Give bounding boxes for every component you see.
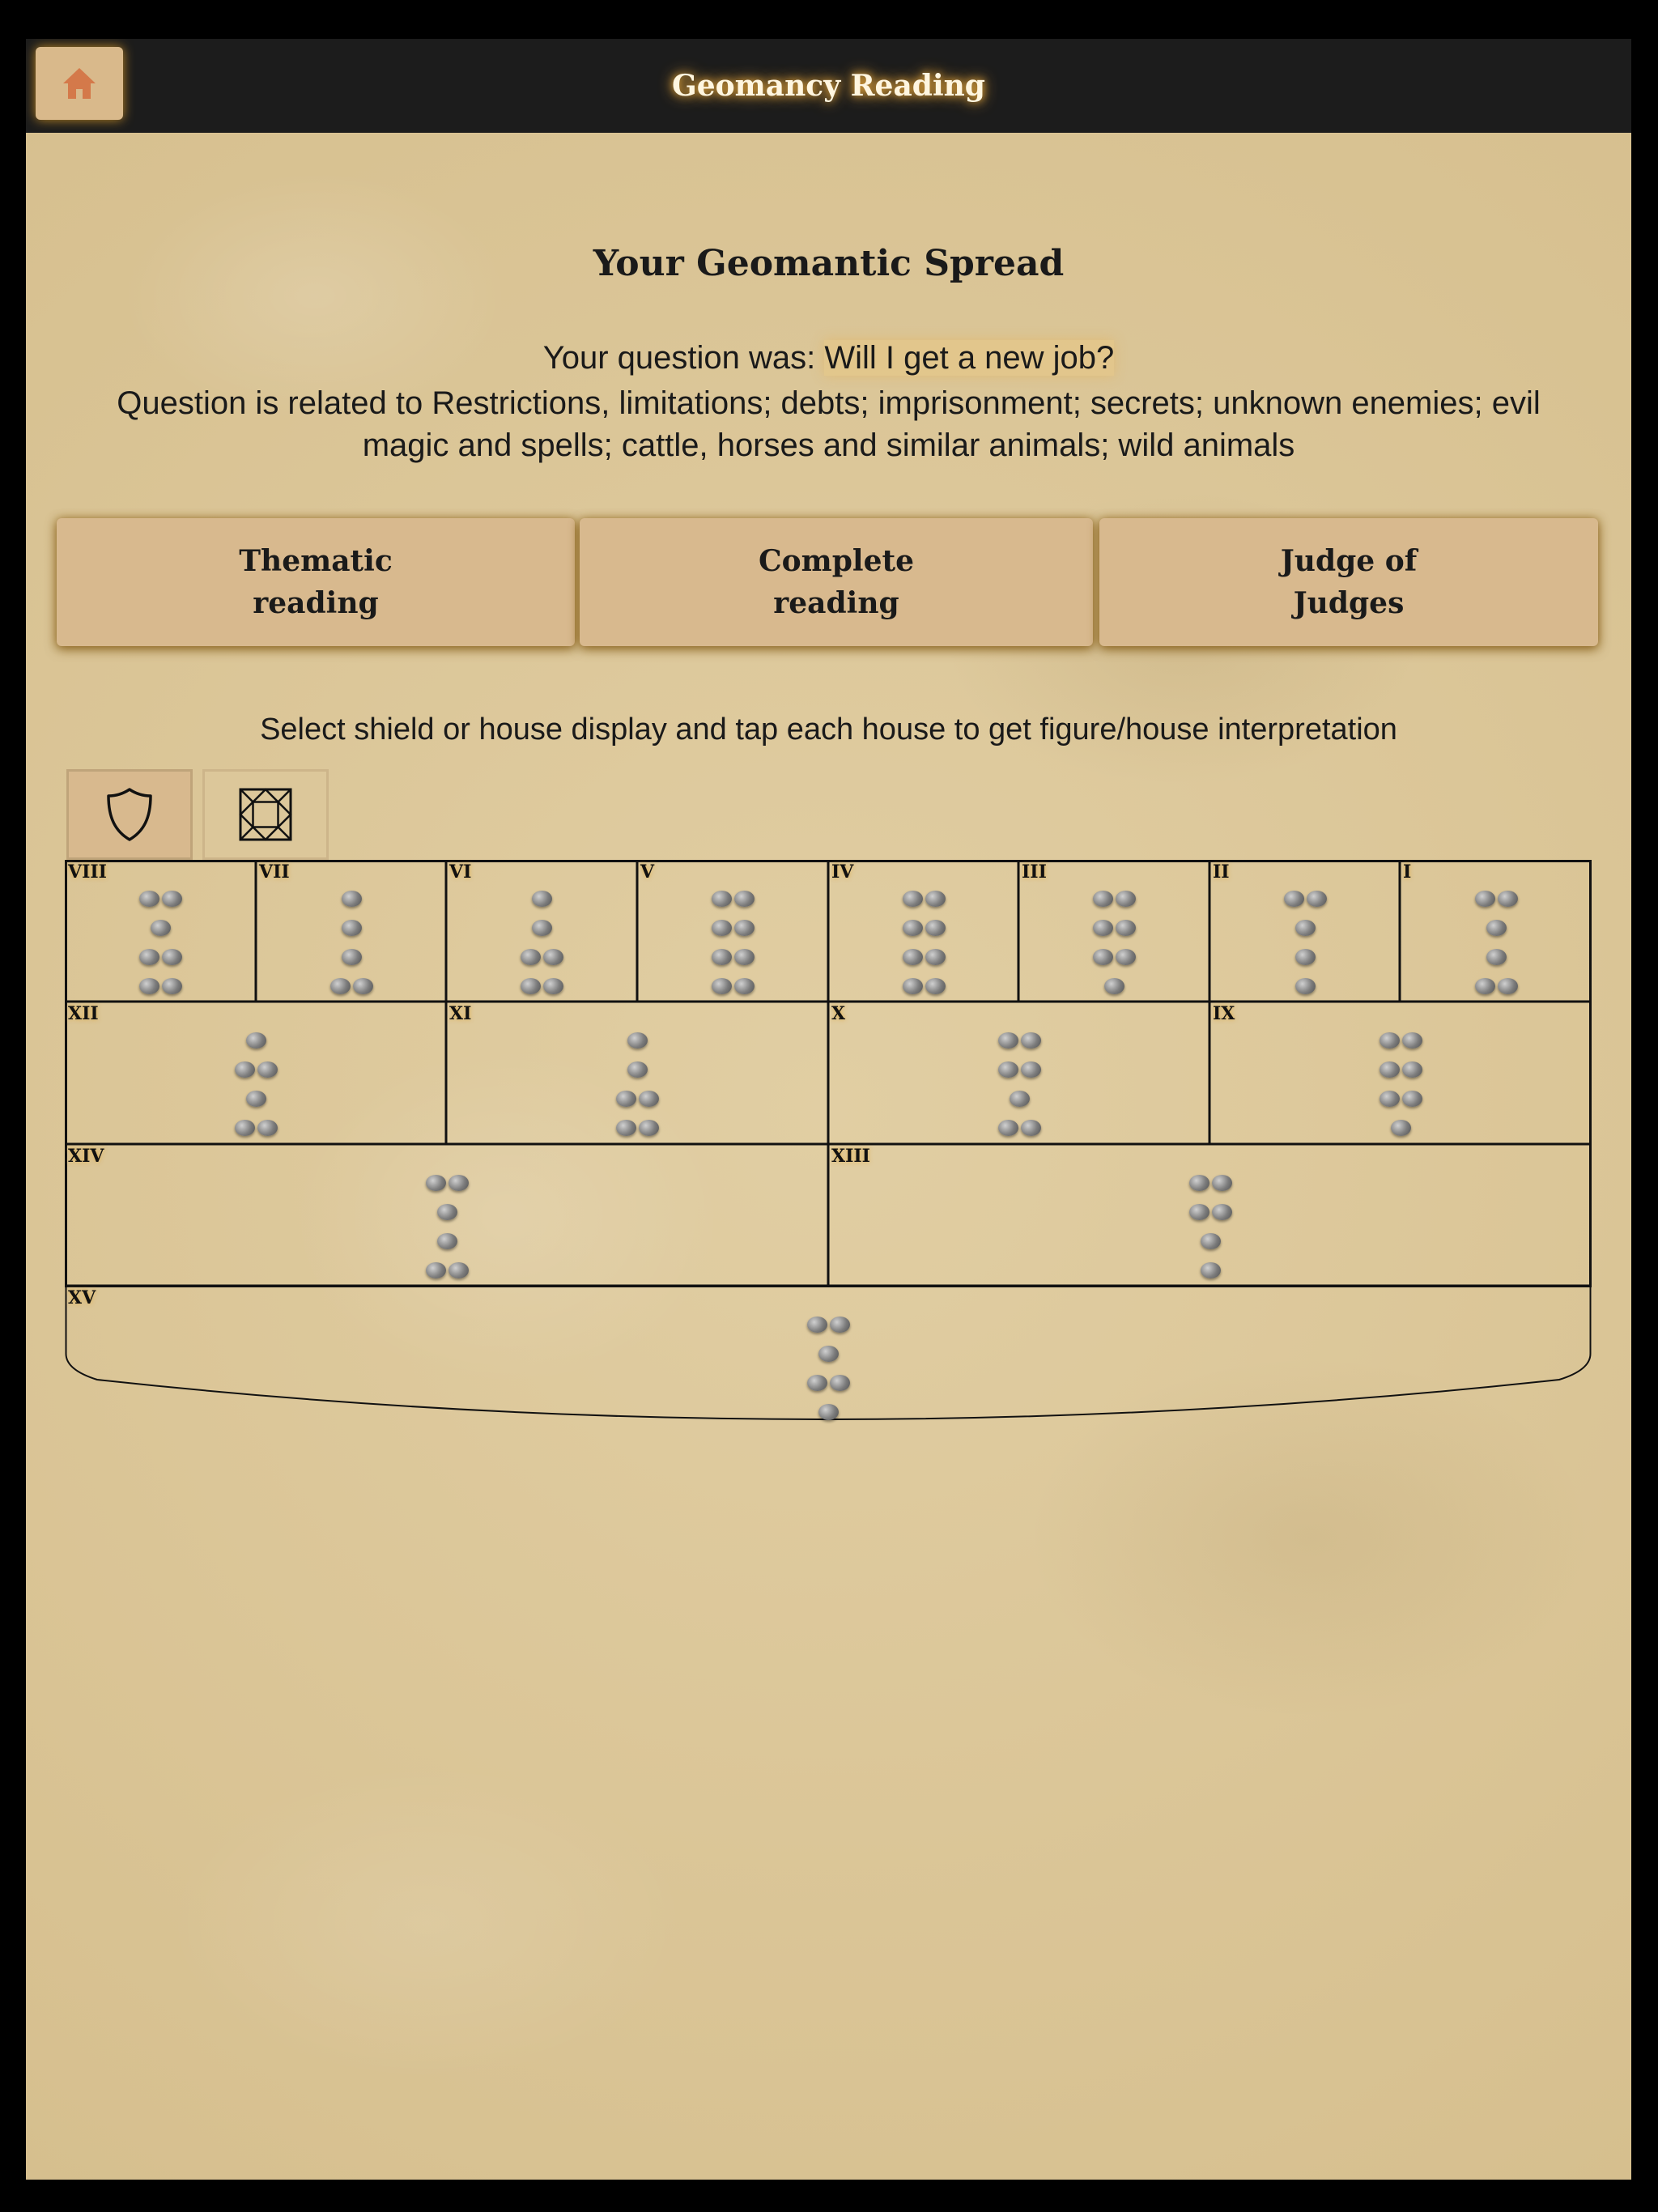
figure-row <box>1090 886 1138 915</box>
figure-dot <box>449 1262 469 1278</box>
thematic-reading-button[interactable] <box>57 518 575 646</box>
figure-dot <box>1021 1061 1041 1078</box>
geomantic-figure <box>1186 1170 1235 1287</box>
figure-dot <box>246 1091 266 1107</box>
figure-dot <box>1284 891 1304 907</box>
figure-dot <box>330 978 351 994</box>
figure-dot <box>426 1175 446 1191</box>
figure-dot <box>627 1061 648 1078</box>
figure-dot <box>1307 891 1327 907</box>
figure-dot <box>235 1061 255 1078</box>
figure-dot <box>925 920 946 936</box>
house-xii[interactable] <box>65 1002 446 1144</box>
figure-dot <box>712 920 732 936</box>
figure-row <box>517 973 566 1002</box>
figure-row <box>423 1199 471 1228</box>
figure-dot <box>1093 949 1113 965</box>
figure-dot <box>734 920 755 936</box>
house-xv[interactable] <box>65 1286 1592 1427</box>
house-display-toggle[interactable] <box>202 769 329 860</box>
figure-row <box>899 944 948 973</box>
figure-dot <box>1498 978 1518 994</box>
figure-row <box>327 973 376 1002</box>
figure-row <box>995 1086 1044 1115</box>
judge-of-judges-label: Judge of Judges <box>1280 544 1418 620</box>
figure-row <box>995 1027 1044 1057</box>
house-numeral: VIII <box>68 861 107 883</box>
figure-dot <box>616 1120 636 1136</box>
figure-dot <box>639 1120 659 1136</box>
figure-dot <box>1486 949 1507 965</box>
figure-dot <box>521 978 541 994</box>
figure-row <box>613 1027 661 1057</box>
house-numeral: V <box>640 861 655 883</box>
figure-dot <box>830 1375 850 1391</box>
figure-dot <box>1021 1032 1041 1049</box>
figure-dot <box>1380 1061 1400 1078</box>
figure-row <box>1376 1086 1425 1115</box>
figure-dot <box>162 949 182 965</box>
figure-dot <box>139 891 159 907</box>
figure-row <box>232 1115 280 1144</box>
house-numeral: XI <box>449 1003 472 1024</box>
house-iv[interactable] <box>828 860 1018 1002</box>
house-x[interactable] <box>828 1002 1209 1144</box>
figure-row <box>517 915 566 944</box>
figure-row <box>1472 944 1520 973</box>
geomantic-figure <box>1281 886 1329 1002</box>
figure-dot <box>807 1375 827 1391</box>
figure-dot <box>818 1404 839 1420</box>
house-numeral: X <box>831 1003 846 1024</box>
figure-dot <box>712 891 732 907</box>
figure-row <box>232 1027 280 1057</box>
figure-dot <box>437 1204 457 1220</box>
figure-dot <box>1402 1091 1422 1107</box>
figure-dot <box>1116 949 1136 965</box>
app-screen <box>26 39 1631 2180</box>
figure-row <box>708 973 757 1002</box>
house-vi[interactable] <box>446 860 637 1002</box>
figure-row <box>517 886 566 915</box>
figure-row <box>1186 1228 1235 1257</box>
figure-dot <box>712 978 732 994</box>
shield-icon <box>104 786 155 843</box>
figure-row <box>1472 886 1520 915</box>
figure-row <box>995 1057 1044 1086</box>
geomantic-figure <box>1376 1027 1425 1144</box>
app-title: Geomancy Reading <box>672 69 985 103</box>
house-ii[interactable] <box>1209 860 1400 1002</box>
figure-dot <box>807 1317 827 1333</box>
figure-dot <box>734 891 755 907</box>
thematic-reading-label: Thematic reading <box>239 544 393 620</box>
figure-row <box>136 886 185 915</box>
figure-dot <box>1212 1175 1232 1191</box>
figure-dot <box>1402 1032 1422 1049</box>
figure-row <box>1281 886 1329 915</box>
figure-dot <box>1116 891 1136 907</box>
figure-dot <box>1189 1175 1209 1191</box>
figure-dot <box>1021 1120 1041 1136</box>
figure-row <box>1472 915 1520 944</box>
figure-dot <box>925 891 946 907</box>
figure-row <box>613 1057 661 1086</box>
figure-row <box>899 886 948 915</box>
figure-dot <box>1380 1091 1400 1107</box>
house-numeral: VI <box>449 861 472 883</box>
geomantic-figure <box>1090 886 1138 1002</box>
figure-row <box>1281 915 1329 944</box>
house-vii[interactable] <box>256 860 446 1002</box>
house-xi[interactable] <box>446 1002 828 1144</box>
house-viii[interactable] <box>65 860 256 1002</box>
figure-dot <box>151 920 171 936</box>
figure-dot <box>998 1120 1018 1136</box>
figure-dot <box>1402 1061 1422 1078</box>
figure-row <box>1281 944 1329 973</box>
figure-row <box>804 1312 852 1341</box>
question-line <box>26 340 1631 376</box>
house-numeral: XV <box>68 1287 96 1308</box>
figure-dot <box>1104 978 1124 994</box>
figure-row <box>327 944 376 973</box>
figure-dot <box>353 978 373 994</box>
figure-dot <box>1201 1233 1221 1249</box>
figure-dot <box>162 891 182 907</box>
figure-dot <box>1295 920 1316 936</box>
figure-dot <box>925 949 946 965</box>
geomantic-figure <box>423 1170 471 1287</box>
figure-dot <box>1486 920 1507 936</box>
figure-row <box>995 1115 1044 1144</box>
house-numeral: VII <box>259 861 290 883</box>
geomantic-figure <box>327 886 376 1002</box>
figure-dot <box>235 1120 255 1136</box>
figure-dot <box>830 1317 850 1333</box>
geomantic-figure <box>136 886 185 1002</box>
figure-dot <box>246 1032 266 1049</box>
figure-dot <box>1475 891 1495 907</box>
geomantic-figure <box>804 1312 852 1428</box>
figure-dot <box>998 1032 1018 1049</box>
figure-dot <box>1212 1204 1232 1220</box>
figure-dot <box>521 949 541 965</box>
figure-row <box>613 1115 661 1144</box>
figure-dot <box>1116 920 1136 936</box>
figure-row <box>708 886 757 915</box>
figure-row <box>136 973 185 1002</box>
figure-row <box>1376 1115 1425 1144</box>
figure-row <box>517 944 566 973</box>
figure-dot <box>139 949 159 965</box>
question-text: Will I get a new job? <box>824 340 1115 376</box>
figure-row <box>708 915 757 944</box>
house-xiv[interactable] <box>65 1144 828 1286</box>
figure-dot <box>342 920 362 936</box>
figure-dot <box>1295 978 1316 994</box>
figure-row <box>1090 973 1138 1002</box>
spread-title: Your Geomantic Spread <box>593 243 1065 284</box>
figure-dot <box>543 978 563 994</box>
figure-dot <box>1295 949 1316 965</box>
figure-dot <box>712 949 732 965</box>
figure-dot <box>1475 978 1495 994</box>
figure-dot <box>257 1061 278 1078</box>
figure-dot <box>903 891 923 907</box>
figure-dot <box>162 978 182 994</box>
figure-row <box>804 1370 852 1399</box>
house-numeral: IX <box>1213 1003 1235 1024</box>
figure-row <box>1090 944 1138 973</box>
geomantic-figure <box>899 886 948 1002</box>
figure-dot <box>903 978 923 994</box>
figure-dot <box>998 1061 1018 1078</box>
figure-dot <box>1391 1120 1411 1136</box>
figure-dot <box>532 891 552 907</box>
geomantic-figure <box>1472 886 1520 1002</box>
complete-reading-label: Complete reading <box>758 544 915 620</box>
figure-dot <box>1093 891 1113 907</box>
shield-display-toggle[interactable] <box>66 769 193 860</box>
figure-row <box>1186 1199 1235 1228</box>
figure-row <box>136 915 185 944</box>
figure-row <box>804 1341 852 1370</box>
complete-reading-button[interactable] <box>580 518 1093 646</box>
house-numeral: III <box>1022 861 1047 883</box>
house-xiii[interactable] <box>828 1144 1592 1286</box>
figure-dot <box>1093 920 1113 936</box>
figure-dot <box>1380 1032 1400 1049</box>
figure-dot <box>532 920 552 936</box>
figure-dot <box>437 1233 457 1249</box>
figure-row <box>423 1170 471 1199</box>
figure-row <box>136 944 185 973</box>
figure-dot <box>925 978 946 994</box>
figure-dot <box>818 1346 839 1362</box>
figure-row <box>804 1399 852 1428</box>
figure-row <box>327 886 376 915</box>
figure-row <box>1472 973 1520 1002</box>
house-numeral: II <box>1213 861 1230 883</box>
figure-dot <box>1201 1262 1221 1278</box>
judge-of-judges-button[interactable] <box>1099 518 1598 646</box>
figure-dot <box>1189 1204 1209 1220</box>
figure-dot <box>639 1091 659 1107</box>
house-iii[interactable] <box>1018 860 1209 1002</box>
question-prefix: Your question was: <box>542 340 825 376</box>
figure-dot <box>734 949 755 965</box>
geomantic-shield <box>65 860 1592 1427</box>
figure-dot <box>1010 1091 1030 1107</box>
figure-row <box>1186 1257 1235 1287</box>
figure-row <box>899 973 948 1002</box>
figure-dot <box>1498 891 1518 907</box>
house-numeral: IV <box>831 861 854 883</box>
figure-row <box>232 1057 280 1086</box>
house-v[interactable] <box>637 860 828 1002</box>
figure-row <box>1376 1027 1425 1057</box>
geomantic-figure <box>995 1027 1044 1144</box>
figure-row <box>1376 1057 1425 1086</box>
house-numeral: I <box>1403 861 1412 883</box>
top-bar <box>26 39 1631 133</box>
instruction-text: Select shield or house display and tap each house to get figure/house interpretation <box>260 713 1397 747</box>
figure-dot <box>257 1120 278 1136</box>
question-related-text: Question is related to Restrictions, limitations; debts; imprisonment; secrets; unknown enemies; evil magic and spells; cattle, horses and similar animals; wild animals <box>117 385 1541 463</box>
figure-row <box>899 915 948 944</box>
figure-dot <box>616 1091 636 1107</box>
figure-dot <box>627 1032 648 1049</box>
figure-row <box>232 1086 280 1115</box>
figure-dot <box>426 1262 446 1278</box>
figure-row <box>327 915 376 944</box>
geomantic-figure <box>232 1027 280 1144</box>
figure-row <box>423 1257 471 1287</box>
figure-dot <box>449 1175 469 1191</box>
geomantic-figure <box>613 1027 661 1144</box>
figure-dot <box>543 949 563 965</box>
figure-dot <box>903 949 923 965</box>
figure-dot <box>342 891 362 907</box>
figure-row <box>708 944 757 973</box>
figure-row <box>1186 1170 1235 1199</box>
house-chart-icon <box>238 787 293 842</box>
figure-dot <box>139 978 159 994</box>
figure-dot <box>734 978 755 994</box>
figure-row <box>1090 915 1138 944</box>
figure-row <box>423 1228 471 1257</box>
figure-dot <box>342 949 362 965</box>
house-numeral: XII <box>68 1003 99 1024</box>
figure-row <box>1281 973 1329 1002</box>
figure-row <box>613 1086 661 1115</box>
house-i[interactable] <box>1400 860 1592 1002</box>
geomantic-figure <box>517 886 566 1002</box>
figure-dot <box>903 920 923 936</box>
house-numeral: XIII <box>831 1146 870 1167</box>
geomantic-figure <box>708 886 757 1002</box>
house-numeral: XIV <box>68 1146 104 1167</box>
house-ix[interactable] <box>1209 1002 1592 1144</box>
